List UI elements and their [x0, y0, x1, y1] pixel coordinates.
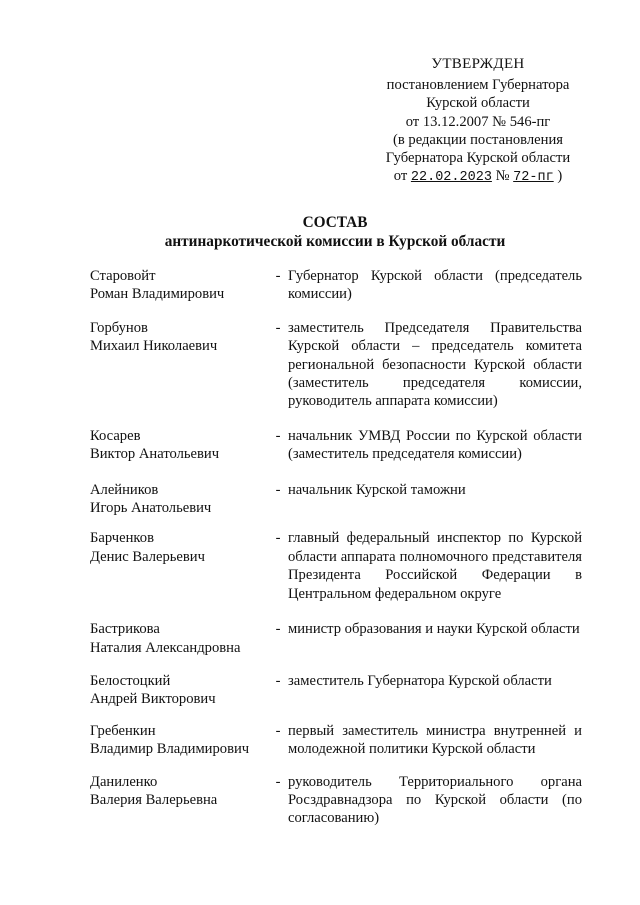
member-name — [90, 481, 268, 518]
member-role: начальник УМВД России по Курской области (заместитель председателя комиссии) — [288, 427, 582, 463]
member-dash: - — [275, 319, 281, 336]
member-given-names: Наталия Александровна — [90, 639, 241, 656]
member-name — [90, 319, 268, 411]
member-name — [90, 773, 268, 828]
member-role: начальник Курской таможни — [288, 481, 466, 498]
member-name — [90, 620, 268, 657]
member-name — [90, 672, 268, 709]
title-line-2: антинаркотической комиссии в Курской области — [164, 233, 506, 250]
member-given-names: Роман Владимирович — [90, 286, 225, 303]
member-row — [90, 773, 582, 828]
amendment-number: 72-пг — [513, 170, 554, 186]
member-row — [90, 672, 582, 709]
member-surname: Белостоцкий — [90, 672, 171, 689]
member-row — [90, 722, 582, 759]
approval-line-4: (в редакции постановления — [393, 131, 563, 148]
member-dash: - — [275, 481, 281, 498]
member-name — [90, 267, 268, 304]
member-role: министр образования и науки Курской области — [288, 621, 580, 638]
approval-heading: УТВЕРЖДЕН — [431, 56, 525, 72]
member-given-names: Денис Валерьевич — [90, 548, 205, 565]
member-dash: - — [275, 621, 281, 638]
member-given-names: Валерия Валерьевна — [90, 791, 218, 808]
member-given-names: Михаил Николаевич — [90, 338, 218, 355]
member-dash: - — [275, 530, 281, 547]
member-dash: - — [275, 268, 281, 284]
document-title — [0, 213, 640, 251]
member-row — [90, 620, 582, 657]
approval-amendment-line — [372, 167, 584, 187]
member-surname: Старовойт — [90, 268, 156, 284]
member-row — [90, 319, 582, 411]
member-surname: Косарев — [90, 427, 141, 444]
members-list — [90, 267, 582, 828]
amendment-prefix: от — [393, 168, 408, 185]
amendment-date: 22.02.2023 — [410, 170, 492, 186]
member-surname: Гребенкин — [90, 722, 156, 739]
amendment-number-sign: № — [495, 168, 510, 185]
approval-stamp — [372, 55, 584, 187]
member-role: руководитель Территориального органа Росздравнадзора по Курской области (по согласованию) — [288, 773, 582, 827]
member-surname: Алейников — [90, 481, 159, 498]
approval-line-3: от 13.12.2007 № 546-пг — [405, 113, 551, 130]
member-role: заместитель Председателя Правительства Курской области – председатель комитета региональной безопасности Курской области (заместитель председателя комиссии, руководитель аппарата комиссии) — [288, 319, 582, 410]
member-name — [90, 529, 268, 603]
member-role: Губернатор Курской области (председатель комиссии) — [288, 268, 582, 303]
member-given-names: Игорь Анатольевич — [90, 500, 212, 517]
member-surname: Даниленко — [90, 773, 158, 790]
approval-line-1: постановлением Губернатора — [386, 77, 570, 94]
member-dash: - — [275, 773, 281, 790]
member-name — [90, 722, 268, 759]
member-surname: Бастрикова — [90, 621, 160, 638]
member-dash: - — [275, 722, 281, 739]
approval-line-2: Курской области — [426, 95, 530, 112]
member-row — [90, 481, 582, 518]
member-dash: - — [275, 427, 281, 444]
member-surname: Барченков — [90, 530, 154, 547]
member-surname: Горбунов — [90, 319, 148, 336]
member-row — [90, 427, 582, 464]
approval-line-5: Губернатора Курской области — [385, 150, 571, 167]
member-row — [90, 529, 582, 603]
member-given-names: Виктор Анатольевич — [90, 446, 220, 463]
member-role: заместитель Губернатора Курской области — [288, 672, 552, 689]
member-name — [90, 427, 268, 464]
member-row — [90, 267, 582, 304]
member-role: первый заместитель министра внутренней и молодежной политики Курской области — [288, 722, 582, 758]
member-given-names: Владимир Владимирович — [90, 741, 250, 758]
member-dash: - — [275, 672, 281, 689]
member-role: главный федеральный инспектор по Курской области аппарата полномочного представителя Президента Российской Федерации в Центральном федеральном округе — [288, 530, 582, 602]
title-line-1: СОСТАВ — [302, 214, 368, 231]
amendment-close: ) — [557, 168, 563, 185]
member-given-names: Андрей Викторович — [90, 691, 216, 708]
